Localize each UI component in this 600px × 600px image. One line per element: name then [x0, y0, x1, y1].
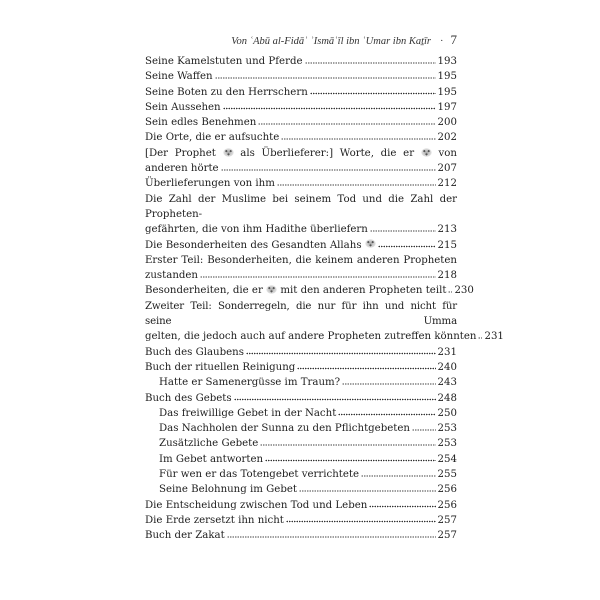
toc-entry — [145, 100, 457, 115]
toc-entry — [145, 54, 457, 69]
toc-subentry — [145, 421, 457, 436]
toc-entry-title: gelten, die jedoch auch auf andere Propheten zutreffen könnten — [145, 331, 477, 343]
toc-subentry — [145, 375, 457, 390]
dot-leader — [361, 468, 436, 477]
toc-entry — [145, 498, 457, 513]
toc-entry-title — [145, 283, 446, 298]
toc-entry-first-line: Zweiter Teil: Sonderregeln, die nur für ihn und nicht für seine Umma — [145, 300, 457, 328]
dot-leader — [277, 177, 436, 186]
toc-entry-title: gefährten, die von ihm Hadithe überliefern — [145, 224, 368, 236]
header-title: Von ʿAbū al-Fidāʾ ʾIsmāʿīl ibn ʿUmar ibn Kaṯīr — [231, 36, 431, 47]
dot-leader — [258, 116, 435, 125]
toc-entry — [145, 253, 457, 284]
dot-leader — [478, 330, 482, 339]
dot-leader — [448, 284, 452, 293]
dot-leader — [234, 392, 436, 401]
toc-entry-title: Zusätzliche Gebete — [159, 438, 259, 450]
toc-entry — [145, 69, 457, 84]
toc-entry-first-line: Erster Teil: Besonderheiten, die keinem anderen Propheten — [145, 254, 457, 266]
dot-leader — [338, 407, 435, 416]
toc-page-number: 200 — [437, 117, 457, 129]
dot-leader — [246, 346, 436, 355]
toc-page-number: 218 — [437, 270, 457, 282]
dot-leader — [265, 453, 435, 462]
toc-entry-title: Sein edles Benehmen — [145, 117, 257, 129]
toc-entry — [145, 115, 457, 130]
toc-entry-title: Das freiwillige Gebet in der Nacht — [159, 407, 337, 419]
toc-entry-title: zustanden — [145, 270, 198, 282]
dot-leader — [215, 70, 436, 79]
toc-entry — [145, 360, 457, 375]
toc-entry-first-line: Die Zahl der Muslime bei seinem Tod und die Zahl der Propheten- — [145, 193, 457, 220]
toc-entry-title: Hatte er Samenergüsse im Traum? — [159, 377, 341, 389]
toc-entry — [145, 299, 504, 345]
toc-entry-title: Buch des Glaubens — [145, 346, 244, 358]
dot-leader — [200, 269, 436, 278]
toc-page-number: 207 — [437, 163, 457, 175]
toc-page-number: 230 — [454, 285, 474, 297]
toc-page-number: 253 — [437, 423, 457, 435]
toc-entry — [145, 130, 457, 145]
toc-entry-title: Seine Belohnung im Gebet — [159, 484, 297, 496]
toc-entry-title: Die Entscheidung zwischen Tod und Leben — [145, 499, 368, 511]
page-number: 7 — [450, 32, 457, 47]
dot-leader — [370, 223, 436, 232]
dot-leader — [342, 376, 435, 385]
toc-page-number: 254 — [437, 453, 457, 465]
toc-entry-title: Buch der Zakat — [145, 530, 225, 542]
salawat-ligature-icon — [266, 285, 277, 294]
dot-leader — [305, 55, 436, 64]
toc-page-number: 195 — [437, 86, 457, 98]
dot-leader — [369, 499, 435, 508]
toc-entry-title: Für wen er das Totengebet verrichtete — [159, 469, 360, 481]
toc-page-number: 248 — [437, 392, 457, 404]
toc-page-number: 212 — [437, 178, 457, 190]
dot-leader — [297, 361, 435, 370]
toc-page-number: 256 — [437, 499, 457, 511]
toc-subentry — [145, 406, 457, 421]
toc-entry-text: als Überlieferer:] Worte, die er — [240, 147, 415, 159]
toc-entry-title: Überlieferungen von ihm — [145, 178, 275, 190]
toc-entry-title: Die Erde zersetzt ihn nicht — [145, 514, 284, 526]
toc-entry-title: Buch der rituellen Reinigung — [145, 361, 296, 373]
salawat-ligature-icon — [421, 148, 432, 157]
toc-page-number: 256 — [437, 484, 457, 496]
dot-leader — [227, 529, 436, 538]
toc-page-number: 231 — [437, 346, 457, 358]
toc-subentry — [145, 452, 457, 467]
toc-page-number: 253 — [437, 438, 457, 450]
toc-entry-text: mit den anderen Propheten teilt — [280, 285, 447, 297]
toc-entry — [145, 176, 457, 191]
toc-entry — [145, 283, 474, 298]
dot-leader — [223, 101, 436, 110]
toc-subentry — [145, 482, 457, 497]
dot-leader — [412, 422, 436, 431]
toc-entry-text: [Der Prophet — [145, 147, 216, 159]
toc-entry-text: Besonderheiten, die er — [145, 285, 263, 297]
toc-entry — [145, 513, 457, 528]
toc-entry — [145, 192, 457, 238]
salawat-ligature-icon — [223, 148, 234, 157]
toc-entry — [145, 238, 457, 253]
toc-page-number: 197 — [437, 101, 457, 113]
dot-leader — [221, 162, 436, 171]
toc-page-number: 193 — [437, 56, 457, 67]
running-header — [145, 32, 457, 48]
header-separator: · — [440, 36, 444, 47]
toc-entry-title: Buch des Gebets — [145, 392, 232, 404]
toc-page-number: 257 — [437, 530, 457, 542]
toc-entry-title: Seine Waffen — [145, 71, 213, 83]
dot-leader — [378, 239, 436, 248]
dot-leader — [286, 514, 436, 523]
toc-entry — [145, 528, 457, 543]
dot-leader — [299, 483, 436, 492]
toc-page-number: 195 — [437, 71, 457, 83]
toc-entry-title: Die Orte, die er aufsuchte — [145, 132, 280, 144]
toc-entry-title: Das Nachholen der Sunna zu den Pflichtgebeten — [159, 423, 410, 435]
toc-subentry — [145, 467, 457, 482]
toc-entry — [145, 146, 457, 177]
toc-entry-text: von — [438, 147, 457, 159]
toc-page-number: 202 — [437, 132, 457, 144]
toc-page-number: 257 — [437, 514, 457, 526]
toc-page-number: 243 — [437, 377, 457, 389]
toc-page-number: 240 — [437, 361, 457, 373]
toc-entry-title: Im Gebet antworten — [159, 453, 264, 465]
toc-entry — [145, 345, 457, 360]
toc-entry-title: anderen hörte — [145, 163, 219, 175]
salawat-ligature-icon — [365, 239, 376, 248]
toc-entry-title: Seine Kamelstuten und Pferde — [145, 56, 303, 67]
toc-entry-first-line — [145, 146, 457, 161]
toc-entry — [145, 391, 457, 406]
dot-leader — [281, 131, 435, 140]
dot-leader — [260, 437, 435, 446]
toc-page-number: 231 — [484, 331, 504, 343]
toc-entry-title: Sein Aussehen — [145, 101, 221, 113]
toc-page-number: 250 — [437, 407, 457, 419]
toc-page-number: 215 — [437, 239, 457, 251]
toc-entry — [145, 85, 457, 100]
toc-page-number: 213 — [437, 224, 457, 236]
toc-entry-title: Die Besonderheiten des Gesandten Allahs — [145, 239, 362, 251]
toc-page-number: 255 — [437, 469, 457, 481]
dot-leader — [310, 86, 436, 95]
table-of-contents — [145, 54, 504, 544]
toc-entry-title: Seine Boten zu den Herrschern — [145, 86, 308, 98]
toc-subentry — [145, 436, 457, 451]
